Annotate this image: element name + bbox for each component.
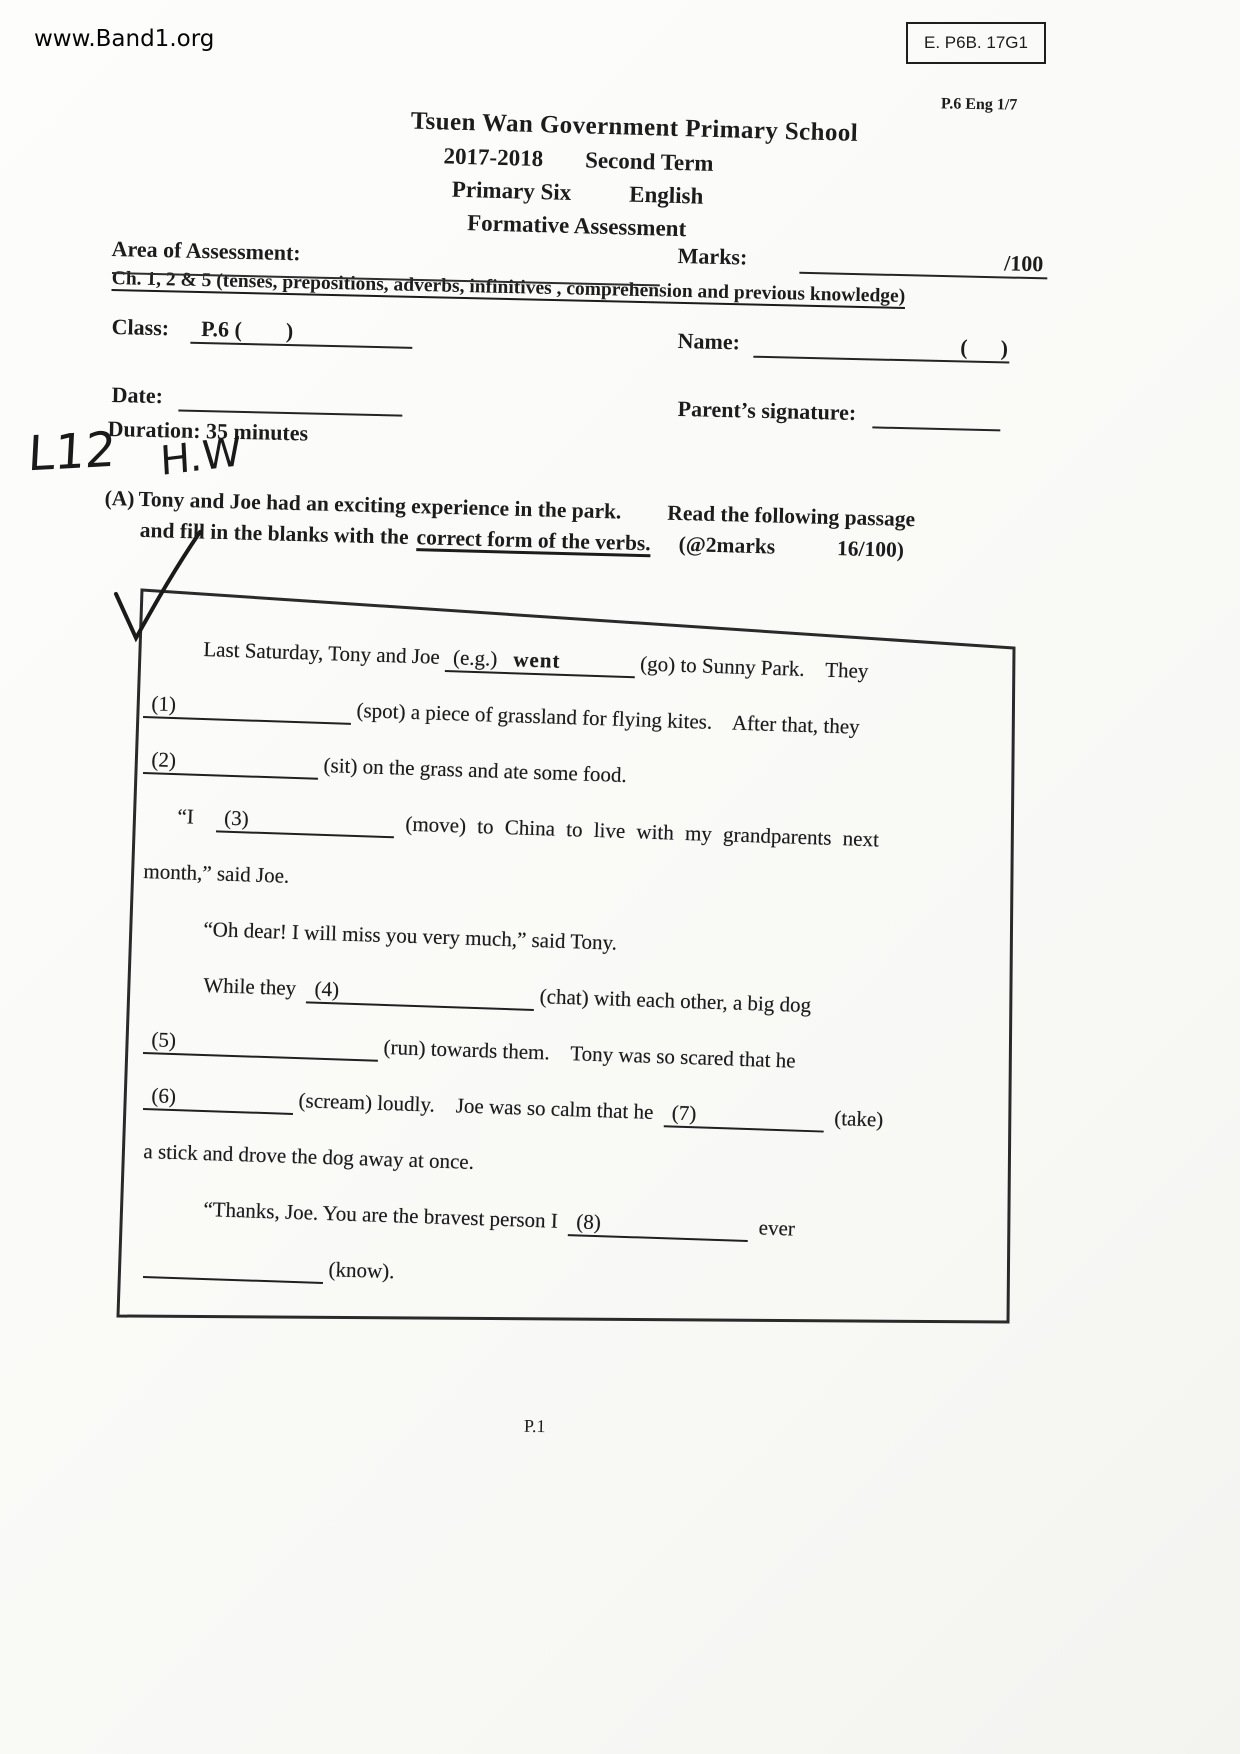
- blank-number: (5): [151, 1027, 177, 1053]
- passage-text: “I: [177, 804, 217, 830]
- section-label: (A): [104, 486, 135, 511]
- blank-number: (4): [314, 976, 340, 1002]
- passage-text: “Oh dear! I will miss you very much,” said Tony.: [203, 916, 618, 955]
- marks-row: [677, 243, 1047, 279]
- name-paren: ( ): [960, 334, 1009, 361]
- passage-text: (take): [823, 1105, 884, 1132]
- instruction-text-right: Read the following passage: [667, 500, 916, 532]
- blank-number: [151, 1251, 157, 1275]
- school-year: 2017-2018: [443, 143, 544, 172]
- passage-text: “Thanks, Joe. You are the bravest person I: [203, 1196, 569, 1234]
- marks-note: (@2marks: [678, 532, 776, 559]
- blank-number: (6): [151, 1083, 177, 1109]
- date-label: Date:: [111, 382, 164, 409]
- answer-blank: [143, 1082, 294, 1115]
- answer-blank: [143, 690, 352, 725]
- passage-text: (spot) a piece of grassland for flying kites. After that, they: [350, 697, 861, 739]
- page-reference: P.6 Eng 1/7: [940, 95, 1018, 114]
- class-row: [111, 314, 413, 349]
- class-label: Class:: [111, 314, 170, 341]
- blank-space: [179, 384, 185, 409]
- assessment-type: Formative Assessment: [466, 210, 687, 242]
- passage-text: (know).: [323, 1256, 395, 1284]
- site-watermark: www.Band1.org: [34, 26, 215, 52]
- blank-number: (1): [151, 691, 177, 717]
- footer-page-number: P.1: [523, 1415, 546, 1437]
- handwritten-note-hw: H.W: [159, 429, 243, 485]
- passage-text: (chat) with each other, a big dog: [534, 983, 812, 1018]
- subject-label: English: [628, 181, 704, 209]
- paper-code: E. P6B. 17G1: [924, 33, 1028, 52]
- duration-text: Duration: 35 minutes: [107, 416, 309, 446]
- answer-blank: [663, 1099, 824, 1132]
- term-label: Second Term: [584, 147, 714, 176]
- blank-number: (2): [151, 747, 177, 773]
- passage-text: (run) towards them. Tony was so scared that he: [377, 1034, 797, 1073]
- instruction-text-left: Tony and Joe had an exciting experience in the park.: [138, 486, 622, 524]
- school-name: Tsuen Wan Government Primary School: [410, 107, 859, 147]
- answer-blank: [143, 746, 319, 780]
- name-blank: [754, 330, 1011, 364]
- passage-text: (move) to China to live with my grandparents next: [393, 811, 880, 852]
- answer-blank: [216, 804, 395, 838]
- date-blank: [179, 384, 404, 417]
- handwritten-tick-icon: [102, 518, 222, 658]
- parent-signature-blank: [872, 400, 1001, 431]
- area-of-assessment-value: Ch. 1, 2 & 5 (tenses, prepositions, adverbs, infinitives , comprehension and previous knowledge): [111, 268, 906, 308]
- passage-text: (sit) on the grass and ate some food.: [318, 752, 628, 788]
- marks-score: 16/100): [836, 536, 905, 562]
- blank-number: (7): [671, 1100, 697, 1126]
- class-blank: [191, 316, 414, 349]
- passage-text: (go) to Sunny Park. They: [634, 651, 869, 684]
- answer-blank: [143, 1250, 324, 1284]
- answer-blank: [568, 1208, 749, 1242]
- exam-header: [246, 103, 909, 248]
- marks-label: Marks:: [677, 243, 748, 270]
- passage-text: a stick and drove the dog away at once.: [143, 1138, 475, 1174]
- handwritten-note-left: L12: [26, 421, 118, 483]
- marks-denominator: /100: [1003, 250, 1044, 277]
- blank-number: (3): [223, 805, 250, 831]
- instruction-underlined: correct form of the verbs.: [416, 525, 652, 556]
- class-value: P.6 ( ): [200, 316, 294, 344]
- passage-text: month,” said Joe.: [143, 858, 290, 888]
- level-label: Primary Six: [451, 176, 572, 206]
- passage-lines: [144, 632, 1024, 1304]
- answer-blank: [306, 975, 535, 1011]
- blank-number: (8): [575, 1209, 602, 1235]
- marks-blank: [799, 246, 1048, 280]
- blank-space: [872, 400, 878, 425]
- passage-text: (scream) loudly. Joe was so calm that he: [293, 1087, 665, 1125]
- area-of-assessment-label: Area of Assessment:: [111, 236, 301, 266]
- parent-signature-row: [677, 396, 1000, 431]
- answer-blank: [445, 644, 636, 678]
- answer-blank: [143, 1026, 379, 1062]
- instruction-text-pre: and fill in the blanks with the: [139, 517, 409, 549]
- parent-signature-label: Parent’s signature:: [677, 396, 857, 426]
- paper-code-box: [906, 22, 1046, 64]
- example-answer: went: [512, 647, 561, 673]
- name-row: [677, 328, 1010, 364]
- passage-text: Last Saturday, Tony and Joe: [203, 636, 446, 669]
- date-row: [111, 382, 403, 417]
- passage-text: While they: [203, 972, 308, 1001]
- name-label: Name:: [677, 328, 741, 355]
- passage-text: ever: [747, 1215, 796, 1241]
- section-a-instructions: [104, 486, 1065, 567]
- blank-number: (e.g.): [452, 645, 498, 671]
